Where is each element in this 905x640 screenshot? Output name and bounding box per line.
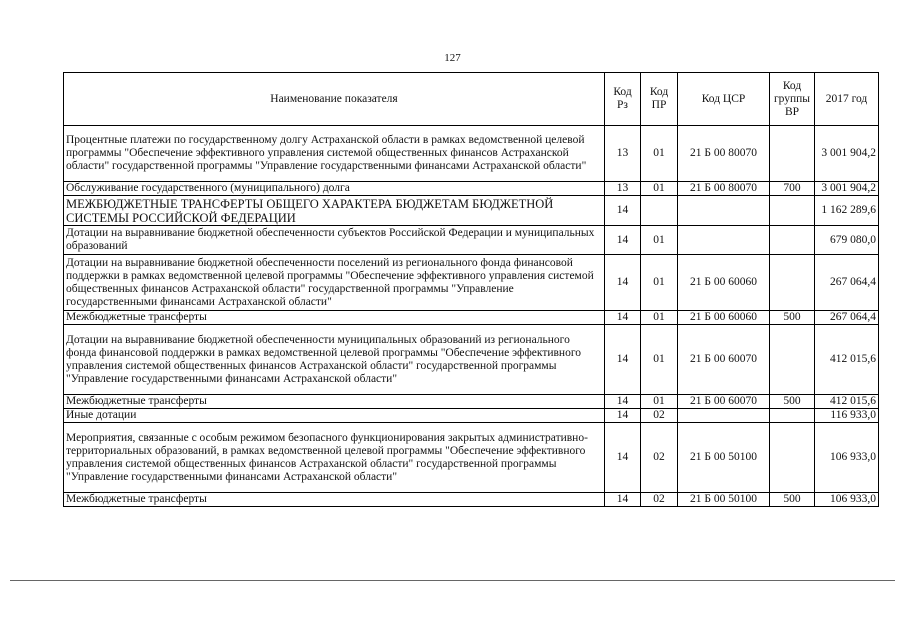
row-code-pr: 02 xyxy=(641,409,678,423)
row-amount: 412 015,6 xyxy=(815,395,879,409)
table-row xyxy=(64,226,879,255)
row-code-rz: 14 xyxy=(605,311,641,325)
row-code-vr xyxy=(770,126,815,182)
table-header-row xyxy=(64,73,879,126)
row-code-vr xyxy=(770,325,815,395)
row-code-csr xyxy=(678,196,770,226)
page-number: 127 xyxy=(444,52,461,64)
row-code-vr xyxy=(770,423,815,493)
row-amount: 106 933,0 xyxy=(815,493,879,507)
row-code-rz: 14 xyxy=(605,255,641,311)
row-name: Дотации на выравнивание бюджетной обеспеченности муниципальных образований из регионального фонда финансовой поддержки в рамках ведомственной целевой программы "Обеспечение эффективного управления системой общественных финансов Астраханской области" государственной программы "Управление государственными финансами Астраханской области" xyxy=(64,325,605,395)
row-code-vr xyxy=(770,409,815,423)
row-code-vr: 500 xyxy=(770,493,815,507)
row-name: Дотации на выравнивание бюджетной обеспеченности субъектов Российской Федерации и муниципальных образований xyxy=(64,226,605,255)
row-name: Дотации на выравнивание бюджетной обеспеченности поселений из регионального фонда финансовой поддержки в рамках ведомственной целевой программы "Обеспечение эффективного управления системой общественных финансов Астраханской области" государственной программы "Управление государственными финансами Астраханской области" xyxy=(64,255,605,311)
row-code-csr: 21 Б 00 60070 xyxy=(678,325,770,395)
row-code-vr xyxy=(770,255,815,311)
row-code-rz: 14 xyxy=(605,196,641,226)
header-name: Наименование показателя xyxy=(64,73,605,126)
row-amount: 106 933,0 xyxy=(815,423,879,493)
row-code-csr: 21 Б 00 60060 xyxy=(678,311,770,325)
row-code-rz: 14 xyxy=(605,395,641,409)
row-code-csr: 21 Б 00 80070 xyxy=(678,182,770,196)
header-code-vr: Код группы ВР xyxy=(770,73,815,126)
row-amount: 267 064,4 xyxy=(815,311,879,325)
header-code-csr: Код ЦСР xyxy=(678,73,770,126)
row-code-vr: 500 xyxy=(770,311,815,325)
table-row xyxy=(64,255,879,311)
row-code-rz: 14 xyxy=(605,423,641,493)
table-row xyxy=(64,196,879,226)
row-code-rz: 14 xyxy=(605,493,641,507)
row-name: Обслуживание государственного (муниципального) долга xyxy=(64,182,605,196)
row-code-rz: 13 xyxy=(605,126,641,182)
table-row xyxy=(64,423,879,493)
row-code-rz: 13 xyxy=(605,182,641,196)
row-amount: 116 933,0 xyxy=(815,409,879,423)
row-code-csr: 21 Б 00 50100 xyxy=(678,493,770,507)
header-code-rz: Код Рз xyxy=(605,73,641,126)
row-code-rz: 14 xyxy=(605,226,641,255)
budget-table xyxy=(63,72,879,507)
table-row xyxy=(64,395,879,409)
row-code-vr: 500 xyxy=(770,395,815,409)
page-bottom-divider xyxy=(10,580,895,581)
row-name: Процентные платежи по государственному долгу Астраханской области в рамках ведомственной целевой программы "Обеспечение эффективного управления системой общественных финансов Астраханской области" государственной программы "Управление государственными финансами Астраханской области" xyxy=(64,126,605,182)
row-code-rz: 14 xyxy=(605,409,641,423)
row-name: Межбюджетные трансферты xyxy=(64,311,605,325)
row-code-pr: 01 xyxy=(641,325,678,395)
row-amount: 412 015,6 xyxy=(815,325,879,395)
row-code-pr: 01 xyxy=(641,311,678,325)
row-amount: 679 080,0 xyxy=(815,226,879,255)
row-code-csr xyxy=(678,226,770,255)
row-name: Межбюджетные трансферты xyxy=(64,493,605,507)
table-row xyxy=(64,311,879,325)
row-amount: 3 001 904,2 xyxy=(815,126,879,182)
row-code-csr: 21 Б 00 50100 xyxy=(678,423,770,493)
row-name: МЕЖБЮДЖЕТНЫЕ ТРАНСФЕРТЫ ОБЩЕГО ХАРАКТЕРА БЮДЖЕТАМ БЮДЖЕТНОЙ СИСТЕМЫ РОССИЙСКОЙ ФЕДЕРАЦИИ xyxy=(64,196,605,226)
row-code-pr: 01 xyxy=(641,126,678,182)
row-code-pr: 01 xyxy=(641,226,678,255)
row-code-pr: 02 xyxy=(641,493,678,507)
row-amount: 267 064,4 xyxy=(815,255,879,311)
row-code-vr: 700 xyxy=(770,182,815,196)
table-row xyxy=(64,325,879,395)
table-row xyxy=(64,493,879,507)
row-name: Иные дотации xyxy=(64,409,605,423)
row-code-pr xyxy=(641,196,678,226)
row-name: Межбюджетные трансферты xyxy=(64,395,605,409)
row-code-pr: 01 xyxy=(641,255,678,311)
header-code-pr: Код ПР xyxy=(641,73,678,126)
row-code-csr: 21 Б 00 60060 xyxy=(678,255,770,311)
table-row xyxy=(64,409,879,423)
row-code-pr: 01 xyxy=(641,182,678,196)
table-row xyxy=(64,126,879,182)
row-code-vr xyxy=(770,196,815,226)
row-code-pr: 02 xyxy=(641,423,678,493)
row-code-csr xyxy=(678,409,770,423)
row-amount: 3 001 904,2 xyxy=(815,182,879,196)
table-row xyxy=(64,182,879,196)
row-code-vr xyxy=(770,226,815,255)
row-code-pr: 01 xyxy=(641,395,678,409)
row-code-csr: 21 Б 00 60070 xyxy=(678,395,770,409)
row-name: Мероприятия, связанные с особым режимом безопасного функционирования закрытых административно-территориальных образований, в рамках ведомственной целевой программы "Обеспечение эффективного управления системой общественных финансов Астраханской области" государственной программы "Управление государственными финансами Астраханской области" xyxy=(64,423,605,493)
row-amount: 1 162 289,6 xyxy=(815,196,879,226)
row-code-csr: 21 Б 00 80070 xyxy=(678,126,770,182)
header-year: 2017 год xyxy=(815,73,879,126)
row-code-rz: 14 xyxy=(605,325,641,395)
